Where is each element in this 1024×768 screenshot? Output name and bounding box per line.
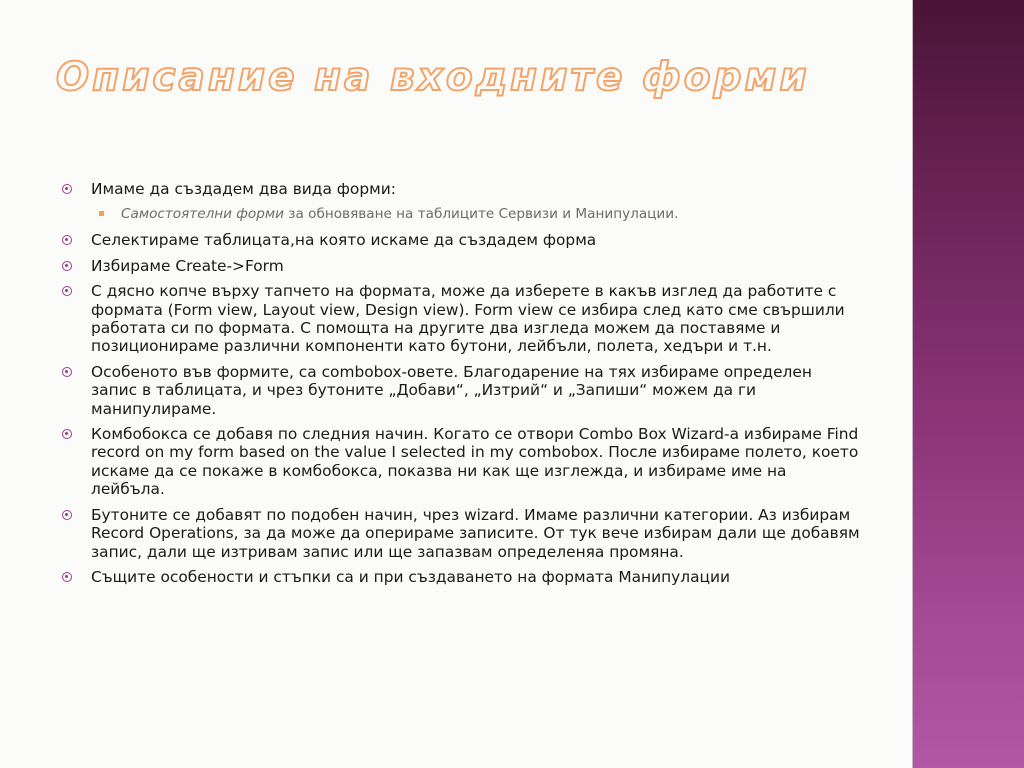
bullet-text: Имаме да създадем два вида форми: — [91, 180, 396, 198]
sub-bullet-italic-text: Самостоятелни форми — [121, 206, 284, 223]
bullet-text: Същите особености и стъпки са и при създаването на формата Манипулации — [91, 567, 731, 586]
bullet-text: Комбобокса се добавя по следния начин. Когато се отвори Combo Box Wizard-a избираме Find record on my form based on the value I selected in my combobox. После избираме полето, което искаме да се покаже в комбобокса, показва ни как ще изглежда, и избираме име на лейбъла. — [91, 425, 859, 499]
circle-bullet-icon — [62, 510, 72, 520]
bullet-item — [62, 282, 862, 356]
slide-title: Описание на входните форми — [56, 55, 810, 100]
circle-bullet-icon — [62, 367, 72, 377]
circle-bullet-icon — [62, 572, 72, 582]
circle-bullet-icon — [62, 286, 72, 296]
bullet-list — [62, 180, 862, 593]
circle-bullet-icon — [62, 261, 72, 271]
bullet-text: Селектираме таблицата,на която искаме да създадем форма — [91, 231, 597, 250]
bullet-text: Избираме Create->Form — [91, 256, 284, 275]
square-bullet-icon — [99, 211, 104, 216]
bullet-item — [62, 425, 862, 499]
bullet-text: Бутоните се добавят по подобен начин, чрез wizard. Имаме различни категории. Аз избирам Record Operations, за да може да оперираме записите. От тук вече избирам дали ще добавям запис, дали ще изтривам запис или ще запазвам определеняа промяна. — [91, 505, 860, 561]
circle-bullet-icon — [62, 429, 72, 439]
bullet-item — [62, 568, 862, 586]
circle-bullet-icon — [62, 235, 72, 245]
decorative-side-band — [913, 0, 1024, 768]
bullet-item — [62, 506, 862, 561]
bullet-item — [62, 363, 862, 418]
sub-bullet-text: за обновяване на таблиците Сервизи и Манипулации. — [283, 206, 679, 223]
bullet-text: Особеното във формите, са combobox-овете. Благодарение на тях избираме определен запис в таблицата, и чрез бутоните „Добави“, „Изтрий“ и „Запиши“ можем да ги манипулираме. — [91, 362, 812, 418]
bullet-item — [62, 180, 862, 198]
bullet-item — [62, 231, 862, 249]
sub-bullet-item — [62, 205, 862, 223]
bullet-item — [62, 257, 862, 275]
circle-bullet-icon — [62, 184, 72, 194]
bullet-text: С дясно копче върху тапчето на формата, може да изберете в какъв изглед да работите с формата (Form view, Layout view, Design view). Form view се избира след като сме свършили работата си по формата. С помощта на другите два изгледа можем да поставяме и позиционираме различни компоненти като бутони, лейбъли, полета, хедъри и т.н. — [91, 282, 845, 356]
